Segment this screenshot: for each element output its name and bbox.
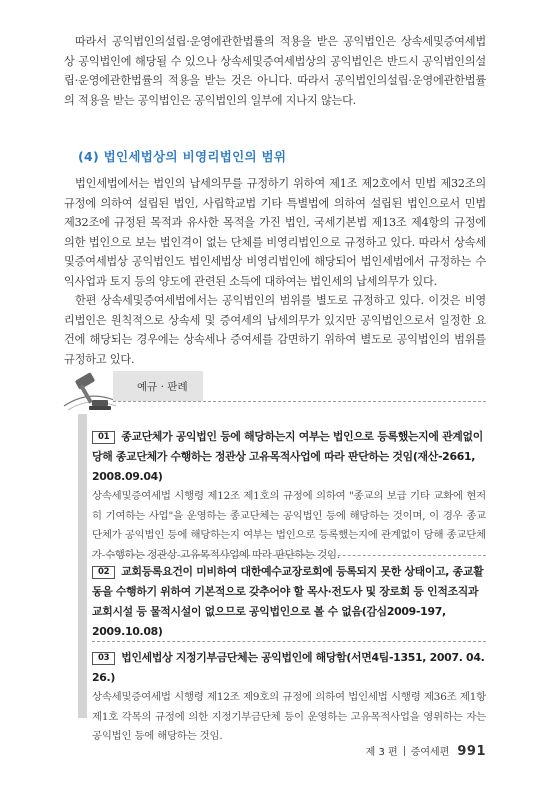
intro-paragraph: 따라서 공익법인의설립·운영에관한법률의 적용을 받은 공익법인은 상속세및증여세법상 공익법인에 해당될 수 있으나 상속세및증여세법상의 공익법인은 반드시 공익법인의설립·운영에관한법률의 적용을 받는 것은 아니다. 따라서 공익법인의설립·운영에관한법률의 적용을 받는 공익법인은 공익법인의 일부에 지나지 않는다. <box>64 35 486 107</box>
case-item-body: 상속세및증여세법 시행령 제12조 제1호의 규정에 의하여 "종교의 보급 기타 교화에 현저히 기여하는 사업"을 운영하는 종교단체는 공익법인 등에 해당하는 것이며, 이 경우 종교단체가 공익법인 등에 해당하는지 여부는 법인으로 등록했는지에 관계없이 당해 종교단체가 수행하는 정관상 고유목적사업에 따라 판단하는 것임. <box>92 490 486 561</box>
case-item-title: 01 종교단체가 공익법인 등에 해당하는지 여부는 법인으로 등록했는지에 관계없이 당해 종교단체가 수행하는 정관상 고유목적사업에 따라 판단하는 것임(재산-2661, 2008.09.04) <box>92 430 483 483</box>
case-box-side-bar <box>78 414 87 718</box>
divider <box>404 746 405 756</box>
divider <box>92 641 486 642</box>
case-box-tab <box>113 371 203 401</box>
case-item-number: 03 <box>92 652 115 665</box>
case-item-title: 02 교회등록요건이 미비하여 대한예수교장로회에 등록되지 못한 상태이고, 종교활동을 수행하기 위하여 기본적으로 갖추어야 할 목사·전도사 및 장로회 등 인적조직과 교회시설 등 물적시설이 없으므로 공익법인으로 볼 수 없음(감심2009-197, 2009.10.08) <box>92 565 484 638</box>
footer-part: 제 3 편 <box>365 747 398 758</box>
divider <box>113 401 486 402</box>
body-paragraph-1: 법인세법에서는 법인의 납세의무를 규정하기 위하여 제1조 제2호에서 민법 제32조의 규정에 의하여 설립된 법인, 사립학교법 기타 특별법에 의하여 설립된 법인으로서 민법 제32조에 규정된 목적과 유사한 목적을 가진 법인, 국세기본법 제13조 제4항의 규정에 의한 법인으로 보는 법인격이 없는 단체를 비영리법인으로 규정하고 있다. 따라서 상속세및증여세법상 공익법인도 법인세법상 비영리법인에 해당되어 법인세법에서 규정하는 수익사업과 토지 등의 양도에 관련된 소득에 대하여는 법인세의 납세의무가 있다. <box>64 177 486 288</box>
case-item-number: 01 <box>92 431 115 444</box>
body-paragraph-2: 한편 상속세및증여세법에서는 공익법인의 범위를 별도로 규정하고 있다. 이것은 비영리법인은 원칙적으로 상속세 및 증여세의 납세의무가 있지만 공익법인으로서 일정한 요건에 해당되는 경우에는 상속세나 증여세를 감면하기 위하여 별도로 공익법인의 범위를 규정하고 있다. <box>64 294 486 366</box>
section-heading: (4) 법인세법상의 비영리법인의 범위 <box>78 149 287 164</box>
case-box-label: 예규 · 판례 <box>137 381 188 393</box>
divider <box>92 555 486 556</box>
case-item-2 <box>92 562 486 642</box>
footer-section: 증여세편 <box>410 747 450 758</box>
page-footer <box>366 743 486 759</box>
page-number: 991 <box>457 744 486 759</box>
case-item-title: 03 법인세법상 지정기부금단체는 공익법인에 해당함(서면4팀-1351, 2007. 04. 26.) <box>92 651 485 684</box>
case-item-body: 상속세및증여세법 시행령 제12조 제9호의 규정에 의하여 법인세법 시행령 제36조 제1항 제1호 각목의 규정에 의한 지정기부금단체 등이 운영하는 고유목적사업을 영위하는 자는 공익법인 등에 해당하는 것임. <box>92 691 486 743</box>
case-item-3 <box>92 648 486 747</box>
case-item-1 <box>92 427 486 565</box>
case-item-number: 02 <box>92 566 115 579</box>
gavel-icon <box>58 370 118 414</box>
